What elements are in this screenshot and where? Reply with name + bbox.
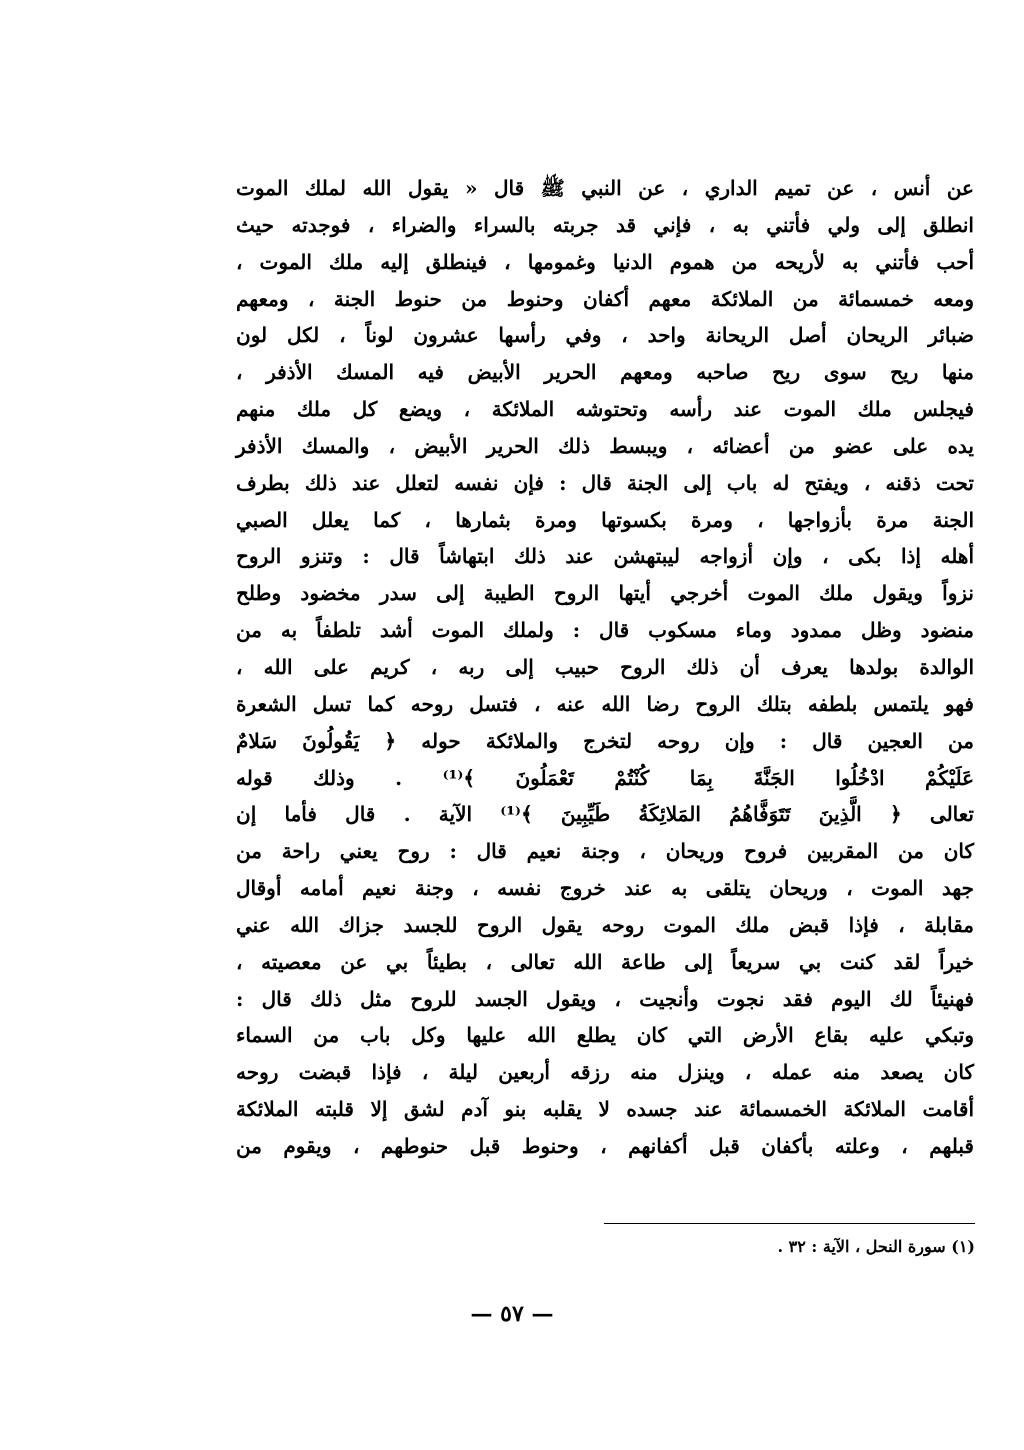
text-line: يده على عضو من أعضائه ، ويبسط ذلك الحرير الأبيض ، والمسك الأذفر [236, 433, 974, 458]
text-line: الوالدة بولدها يعرف أن ذلك الروح حبيب إلى ربه ، كريم على الله ، [236, 654, 974, 679]
text-line: ومعه خمسمائة من الملائكة معهم أكفان وحنوط من حنوط الجنة ، ومعهم [236, 286, 974, 311]
text-line: وتبكي عليه بقاع الأرض التي كان يطلع الله عليها وكل باب من السماء [236, 1023, 974, 1048]
text-line: تعالى ﴿ الَّذِينَ تَتَوَفَّاهُمُ المَلائِكَةُ طَيِّبِينَ ﴾⁽¹⁾ الآية . قال فأما إن [236, 802, 974, 827]
text-line: نزواً ويقول ملك الموت أخرجي أيتها الروح الطيبة إلى سدر مخضود وطلح [236, 581, 974, 606]
text-line: جهد الموت ، وريحان يتلقى به عند خروج نفسه ، وجنة نعيم أمامه أوقال [236, 876, 974, 901]
text-line: ضبائر الريحان أصل الريحانة واحد ، وفي رأسها عشرون لوناً ، لكل لون [236, 323, 974, 348]
text-line: أهله إذا بكى ، وإن أزواجه ليبتهشن عند ذلك ابتهاشاً قال : وتنزو الروح [236, 544, 974, 569]
text-line: الجنة مرة بأزواجها ، ومرة بكسوتها ومرة بثمارها ، كما يعلل الصبي [236, 507, 974, 532]
text-line: أقامت الملائكة الخمسمائة عند جسده لا يقلبه بنو آدم لشق إلا قلبته الملائكة [236, 1097, 974, 1122]
text-line: انطلق إلى ولي فأتني به ، فإني قد جربته بالسراء والضراء ، فوجدته حيث [236, 212, 974, 237]
text-line: أحب فأتني به لأريحه من هموم الدنيا وغمومها ، فينطلق إليه ملك الموت ، [236, 249, 974, 274]
text-line: منها ريح سوى ريح صاحبه ومعهم الحرير الأبيض فيه المسك الأذفر ، [236, 360, 974, 385]
text-line: عن أنس ، عن تميم الداري ، عن النبي ﷺ قال « يقول الله لملك الموت [236, 176, 974, 200]
text-line: خيراً لقد كنت بي سريعاً إلى طاعة الله تعالى ، بطيئاً بي عن معصيته ، [236, 949, 974, 974]
text-line: من العجين قال : وإن روحه لتخرج والملائكة حوله ﴿ يَقُولُونَ سَلامٌ [236, 728, 974, 753]
text-line: فيجلس ملك الموت عند رأسه وتحتوشه الملائكة ، ويضع كل ملك منهم [236, 397, 974, 422]
page-number: — ٥٧ — [470, 1301, 554, 1327]
text-line: فهنيئاً لك اليوم فقد نجوت وأنجيت ، ويقول الجسد للروح مثل ذلك قال : [236, 986, 974, 1011]
text-line: كان يصعد منه عمله ، وينزل منه رزقه أربعين ليلة ، فإذا قبضت روحه [236, 1060, 974, 1085]
text-line: مقابلة ، فإذا قبض ملك الموت روحه يقول الروح للجسد جزاك الله عني [236, 912, 974, 937]
text-line: كان من المقربين فروح وريحان ، وجنة نعيم قال : روح يعني راحة من [236, 839, 974, 864]
main-text-block [236, 170, 974, 1165]
text-line: قبلهم ، وعلته بأكفان قبل أكفانهم ، وحنوط قبل حنوطهم ، ويقوم من [236, 1133, 974, 1158]
footnote-divider [604, 1223, 975, 1224]
footnote: (١) سورة النحل ، الآية : ٣٢ . [777, 1237, 975, 1256]
text-line: تحت ذقنه ، ويفتح له باب إلى الجنة قال : فإن نفسه لتعلل عند ذلك بطرف [236, 470, 975, 495]
text-line: منضود وظل ممدود وماء مسكوب قال : ولملك الموت أشد تلطفاً به من [236, 618, 974, 643]
text-line: فهو يلتمس بلطفه بتلك الروح رضا الله عنه ، فتسل روحه كما تسل الشعرة [236, 691, 974, 716]
text-line: عَلَيْكُمْ ادْخُلُوا الجَنَّةَ بِمَا كُنْتُمْ تَعْمَلُونَ ﴾⁽¹⁾ . وذلك قوله [236, 765, 975, 790]
